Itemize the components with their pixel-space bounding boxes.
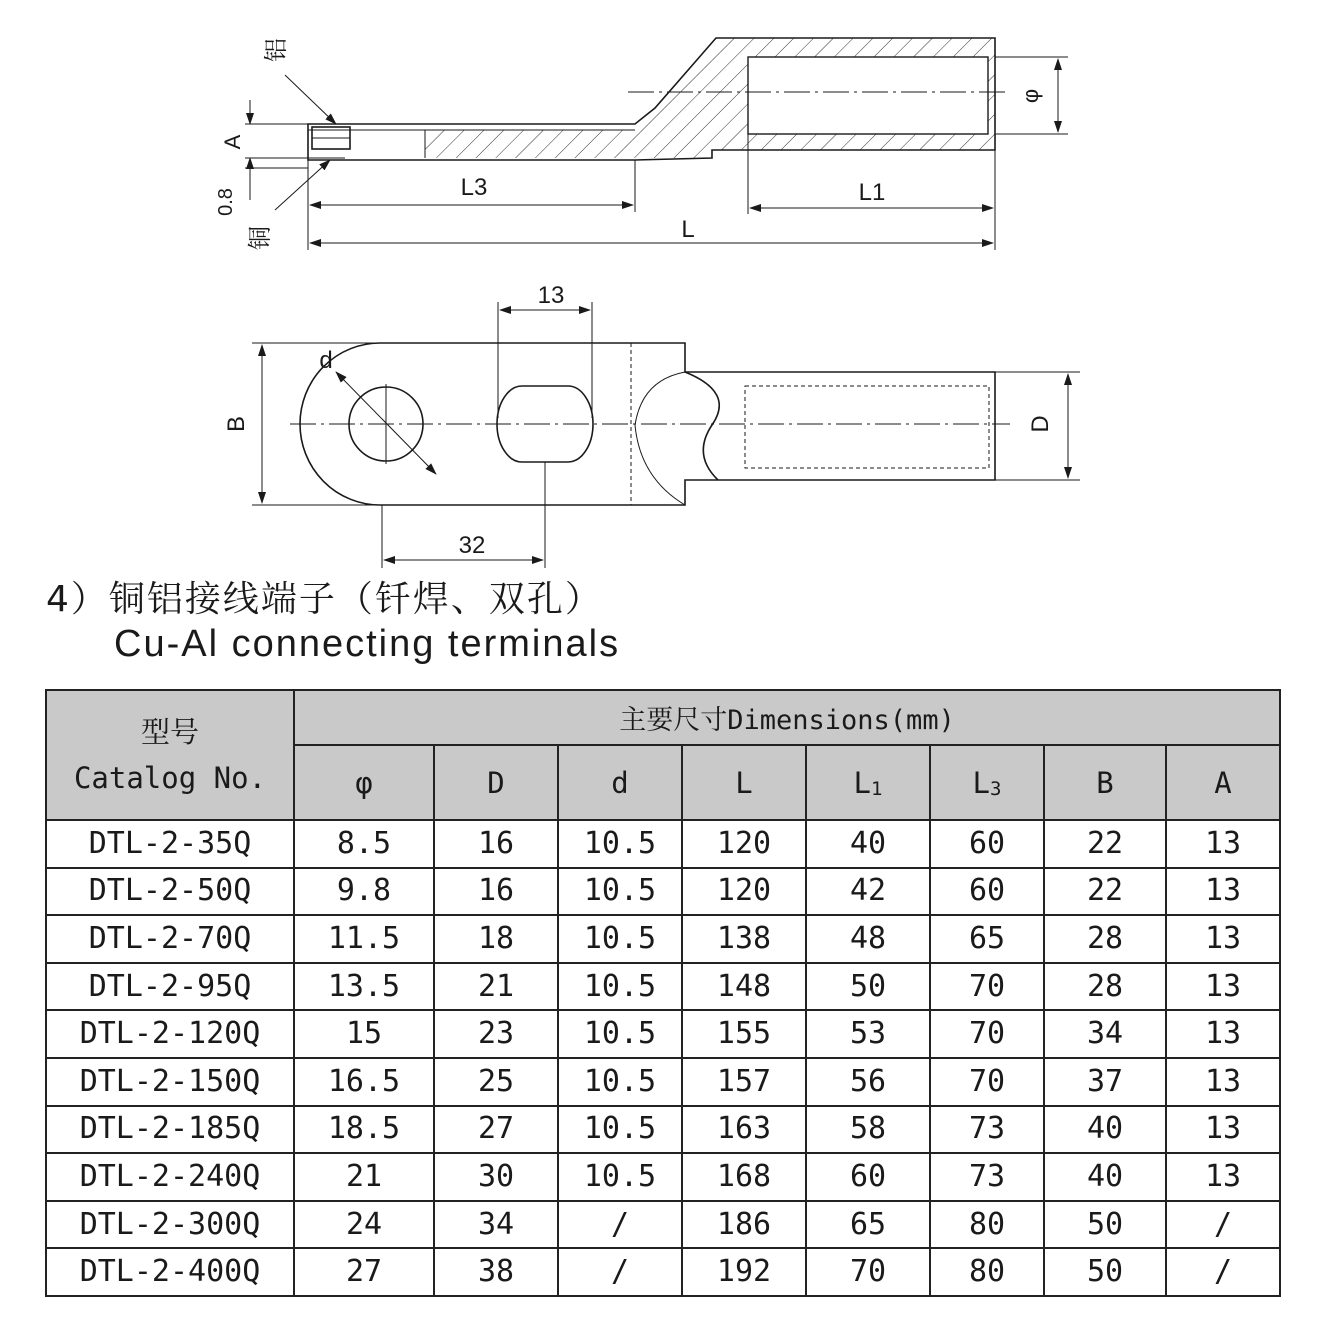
dimension-cell: 18.5 (294, 1106, 434, 1154)
dimension-cell: 58 (806, 1106, 930, 1154)
dimension-cell: 22 (1044, 820, 1166, 868)
dimension-cell: 50 (1044, 1201, 1166, 1249)
dimension-cell: 13 (1166, 1010, 1280, 1058)
table-header (46, 690, 1280, 820)
column-header-main: A (1214, 765, 1232, 800)
dim-L1-label: L1 (858, 179, 886, 206)
dimension-cell: 65 (930, 915, 1044, 963)
model-header-cn: 型号 (140, 715, 199, 749)
column-header (1166, 745, 1280, 820)
dimension-cell: 50 (1044, 1248, 1166, 1296)
dim-32-label: 32 (458, 532, 486, 559)
column-header (806, 745, 930, 820)
dim-D-label: D (1027, 415, 1054, 433)
table-row (46, 820, 1280, 868)
dimension-cell: 21 (294, 1153, 434, 1201)
dimension-cell: 15 (294, 1010, 434, 1058)
dimension-cell: / (1166, 1248, 1280, 1296)
heading-english: Cu-Al connecting terminals (114, 623, 621, 665)
dimension-cell: 155 (682, 1010, 806, 1058)
column-header (682, 745, 806, 820)
dimension-cell: 80 (930, 1201, 1044, 1249)
dimension-cell: 13 (1166, 915, 1280, 963)
aluminum-label: 铝 (263, 38, 290, 62)
dimension-cell: 9.8 (294, 868, 434, 916)
dimension-cell: 18 (434, 915, 558, 963)
dimension-cell: 10.5 (558, 1106, 682, 1154)
dim-d-label: d (319, 347, 333, 374)
dimension-cell: 13 (1166, 1153, 1280, 1201)
dimension-cell: 34 (434, 1201, 558, 1249)
catalog-number-cell: DTL-2-50Q (46, 868, 294, 916)
dimension-cell: 11.5 (294, 915, 434, 963)
dimension-cell: 13 (1166, 963, 1280, 1011)
column-header (1044, 745, 1166, 820)
table-row (46, 963, 1280, 1011)
side-view (215, 38, 1068, 250)
dimension-cell: 10.5 (558, 1058, 682, 1106)
heading-chinese: 4）铜铝接线端子（钎焊、双孔） (46, 579, 603, 620)
dimensions-header: 主要尺寸Dimensions(mm) (294, 690, 1280, 745)
dim-08-label: 0.8 (215, 188, 237, 216)
dimension-cell: 10.5 (558, 868, 682, 916)
dimension-cell: 13 (1166, 820, 1280, 868)
dimension-cell: 24 (294, 1201, 434, 1249)
column-header-main: L (735, 765, 753, 800)
dimension-cell: 163 (682, 1106, 806, 1154)
dimension-cell: 80 (930, 1248, 1044, 1296)
dimension-cell: 22 (1044, 868, 1166, 916)
column-header-subscript: 3 (990, 777, 1002, 800)
dimension-cell: 56 (806, 1058, 930, 1106)
dimension-cell: 192 (682, 1248, 806, 1296)
dimension-cell: 34 (1044, 1010, 1166, 1058)
top-view (223, 282, 1080, 568)
dim-B-label: B (223, 415, 250, 433)
dimension-cell: 16 (434, 868, 558, 916)
dimension-cell: 60 (806, 1153, 930, 1201)
column-header-main: D (487, 765, 505, 800)
dimension-cell: 53 (806, 1010, 930, 1058)
table-row (46, 1010, 1280, 1058)
dimension-cell: 8.5 (294, 820, 434, 868)
dimension-cell: 138 (682, 915, 806, 963)
dimension-cell: 73 (930, 1106, 1044, 1154)
column-header (434, 745, 558, 820)
column-header-main: d (611, 765, 629, 800)
column-header-main: L (972, 765, 990, 800)
catalog-number-cell: DTL-2-300Q (46, 1201, 294, 1249)
dimension-cell: 23 (434, 1010, 558, 1058)
dim-L3-label: L3 (460, 174, 488, 201)
dimension-cell: 27 (434, 1106, 558, 1154)
dimension-cell: 21 (434, 963, 558, 1011)
dimension-cell: 10.5 (558, 1010, 682, 1058)
dimension-cell: 13 (1166, 868, 1280, 916)
dimension-cell: 13 (1166, 1058, 1280, 1106)
column-header (930, 745, 1044, 820)
dimension-cell: 10.5 (558, 1153, 682, 1201)
dimension-cell: 25 (434, 1058, 558, 1106)
dimension-cell: 120 (682, 820, 806, 868)
dimension-cell: 48 (806, 915, 930, 963)
catalog-number-cell: DTL-2-35Q (46, 820, 294, 868)
dimension-cell: 10.5 (558, 915, 682, 963)
catalog-number-cell: DTL-2-120Q (46, 1010, 294, 1058)
table-row (46, 868, 1280, 916)
dimension-cell: 73 (930, 1153, 1044, 1201)
dim-phi-label: φ (1018, 88, 1043, 104)
model-header-en: Catalog No. (73, 761, 267, 795)
dimension-cell: 70 (930, 1058, 1044, 1106)
catalog-number-cell: DTL-2-400Q (46, 1248, 294, 1296)
dimension-cell: / (1166, 1201, 1280, 1249)
dimension-cell: 28 (1044, 915, 1166, 963)
dimension-cell: 28 (1044, 963, 1166, 1011)
catalog-number-cell: DTL-2-150Q (46, 1058, 294, 1106)
dimension-cell: 70 (930, 963, 1044, 1011)
dimension-cell: 13 (1166, 1106, 1280, 1154)
dim-L-label: L (681, 216, 695, 243)
dimension-cell: 37 (1044, 1058, 1166, 1106)
dimension-cell: 27 (294, 1248, 434, 1296)
column-header-main: B (1096, 765, 1114, 800)
dimension-cell: 70 (930, 1010, 1044, 1058)
table-body (46, 820, 1280, 1296)
dimension-cell: 40 (806, 820, 930, 868)
dimension-cell: 120 (682, 868, 806, 916)
dimension-cell: 38 (434, 1248, 558, 1296)
dimension-cell: 16 (434, 820, 558, 868)
dimension-cell: 168 (682, 1153, 806, 1201)
copper-label: 铜 (247, 226, 274, 250)
dimension-cell: 157 (682, 1058, 806, 1106)
section-heading (46, 578, 620, 666)
table-row (46, 1106, 1280, 1154)
column-header-main: φ (355, 765, 373, 800)
dimension-cell: 40 (1044, 1106, 1166, 1154)
dimension-cell: 186 (682, 1201, 806, 1249)
dimension-cell: 10.5 (558, 820, 682, 868)
dimension-cell: 13.5 (294, 963, 434, 1011)
dimension-cell: 70 (806, 1248, 930, 1296)
dimension-cell: 50 (806, 963, 930, 1011)
catalog-number-cell: DTL-2-70Q (46, 915, 294, 963)
dimension-cell: 60 (930, 820, 1044, 868)
dimension-cell: 40 (1044, 1153, 1166, 1201)
dimensions-table (45, 689, 1281, 1297)
dim-A-label: A (220, 134, 245, 150)
dimension-cell: 65 (806, 1201, 930, 1249)
table-row (46, 1201, 1280, 1249)
dimension-cell: / (558, 1201, 682, 1249)
column-header (294, 745, 434, 820)
dimension-cell: / (558, 1248, 682, 1296)
dimension-cell: 42 (806, 868, 930, 916)
table-row (46, 1248, 1280, 1296)
dimension-cell: 60 (930, 868, 1044, 916)
dimension-cell: 148 (682, 963, 806, 1011)
column-header-subscript: 1 (871, 777, 883, 800)
technical-drawing (0, 0, 1324, 590)
dimension-cell: 30 (434, 1153, 558, 1201)
model-header (46, 690, 294, 820)
catalog-number-cell: DTL-2-185Q (46, 1106, 294, 1154)
catalog-number-cell: DTL-2-95Q (46, 963, 294, 1011)
column-header (558, 745, 682, 820)
column-header-main: L (853, 765, 871, 800)
dimension-cell: 16.5 (294, 1058, 434, 1106)
table-row (46, 1058, 1280, 1106)
dim-13-label: 13 (537, 282, 565, 309)
table-row (46, 915, 1280, 963)
table-row (46, 1153, 1280, 1201)
dimension-cell: 10.5 (558, 963, 682, 1011)
catalog-number-cell: DTL-2-240Q (46, 1153, 294, 1201)
